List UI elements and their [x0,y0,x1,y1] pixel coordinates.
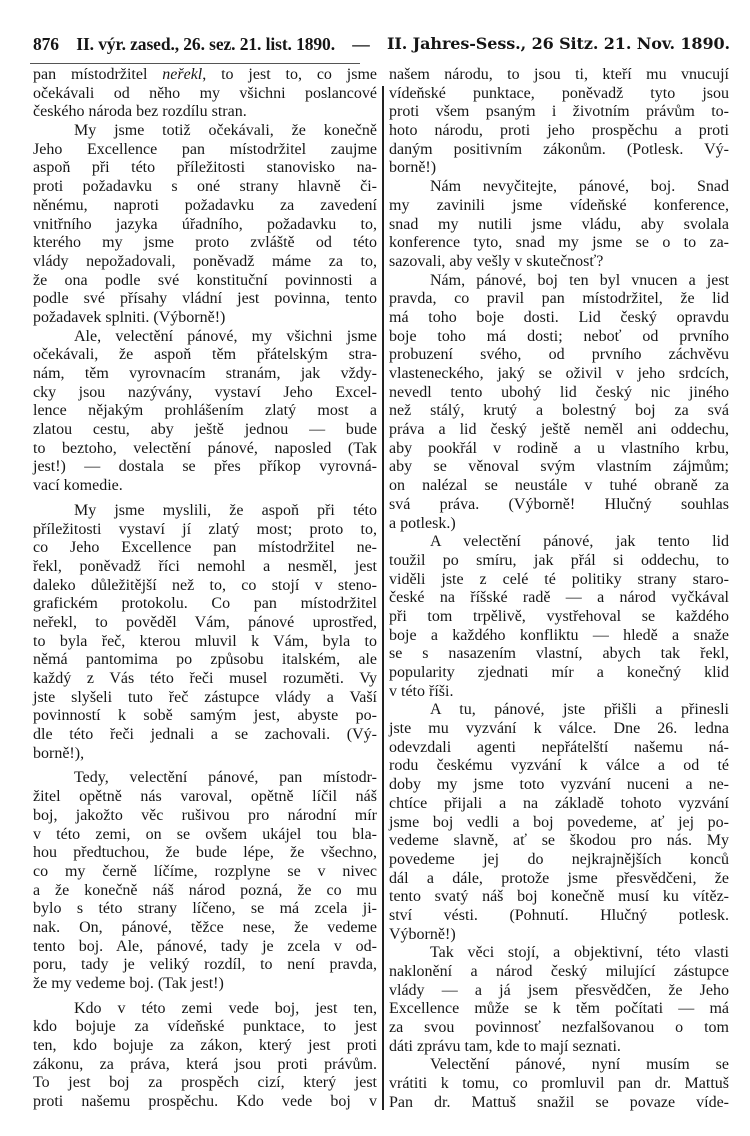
header-rule [30,63,360,64]
text-line: To jest boj za prospěch cizí, který jest [33,1074,377,1092]
text-line: my zavinili jsme vídeňské konference, [389,196,729,214]
text-line: jste slyšeli tuto řeč zástupce vlády a Vaší [33,688,377,706]
text-line: a že konečně náš národ pozná, že co mu [33,881,377,899]
text-line: vedeme slavně, ať se škodou pro nás. My [389,832,729,850]
text-line: lence nějakým prohlášením zlatý most a [33,402,377,420]
running-header [33,34,730,58]
text-line: našem národu, to jsou ti, kteří mu vnucují [389,66,729,83]
text-line: tento boj. Ale, pánové, tady je zcela v od- [33,937,377,955]
text-line: něnému, naproti požadavku za zavedení [33,196,377,214]
text-line: proti požadavku s oné strany hlavně či- [33,178,377,196]
text-line: žitel opětně nás varoval, opětně líčil náš [33,788,377,806]
text-line: nak. On, pánové, těžce nese, že vedeme [33,918,377,936]
text-line: poru, tady je veliký rozdíl, to není pravda, [33,956,377,974]
text-line: on nalézal se neustále v tuhé obraně za [389,477,729,495]
text-line: proti všem psaným i životním právům to- [389,103,729,121]
text-line: My jsme totiž očekávali, že konečně [74,122,377,140]
paragraph [33,122,377,328]
text-line: vlády nepožadovali, poněvadž máme za to, [33,252,377,270]
text-line: doby my jsme toto vyzvání nuceni a ne- [389,776,729,794]
text-line: hou předtuchou, že bude lépe, že všechno, [33,844,377,862]
text-line: neřekl, to pověděl Vám, pánové uprostřed, [33,613,377,631]
paragraph [389,701,729,944]
text-line: každý z Vás této řeči musel rozuměti. Vy [33,670,377,687]
text-line: vací komedie. [33,477,123,495]
paragraph [389,272,729,534]
text-line: vrátiti k tomu, co promluvil pan dr. Mattuš [389,1075,729,1093]
left-column [33,66,377,1112]
text-line: práva a lid český ještě neměl ani oddechu, [389,421,729,439]
header-german: II. Jahres-Sess., 26 Sitz. 21. Nov. 1890. [386,34,730,53]
text-line: povedeme jej do nejkrajnějších konců [389,850,729,868]
text-line: že my vedeme boj. (Tak jest!) [33,975,224,992]
text-line: než stálý, krutý a bolestný boj za svá [389,402,729,420]
text-line: ten, kdo bojuje za zákon, který jest proti [33,1037,377,1055]
text-line: A velectění pánové, jak tento lid [430,533,729,551]
text-line: pravda, co pravil pan místodržitel, že lid [389,290,729,308]
text-line [33,66,377,85]
text-line: příležitosti vystaví jí zlatý most; proto to, [33,520,377,538]
text-line: dáti zprávu tam, kde to mají seznati. [389,1037,621,1055]
text-line: bylo s této strany líčeno, se má zcela ji- [33,900,377,918]
text-line: grafickém protokolu. Co pan místodržitel [33,595,377,613]
text-line: Ale, velectění pánové, my všichni jsme [74,327,377,345]
text-line: jste mu vyzvání k válce. Dne 26. ledna [389,720,729,738]
paragraph [33,328,377,496]
text-line: při tom trpělivě, vystřehoval se každého [389,607,729,625]
text-line: Pan dr. Mattuš snažil se povaze víde- [389,1093,729,1111]
text-line: aspoň při této příležitosti stanovisko na- [33,159,377,177]
paragraph [33,1000,377,1112]
text-line: borně!) [389,159,437,177]
paragraph [389,1056,729,1112]
text-line: cky jsou nazývány, vystaví Jeho Excel- [33,383,377,401]
text-line: se s nasazením vlastní, abych tak řekl, [389,645,729,663]
text-line: jest!) — dostala se přes příkop vyrovná- [33,458,377,476]
text-line: popularity zjednati mír a konečný klid [389,664,729,681]
text-line: to beztoho, velectění pánové, naposled (Tak [33,439,377,457]
text-line: My jsme myslili, že aspoň při této [74,501,377,519]
text-line: Tak věci stojí, a objektivní, této vlasti [430,944,729,962]
italic-emphasis: neřekl [162,66,203,83]
page-number: 876 [33,34,59,54]
text-line: daleko důležitější než to, co stojí v steno- [33,576,377,594]
text-line: Velectění pánové, nyní musím se [430,1056,729,1074]
text-line: českého národa bez rozdílu stran. [33,103,247,121]
text-line: boje toho má dosti; neboť od prvního [389,327,729,345]
paragraph [389,944,729,1056]
text-line: probuzení svého, od prvního záchvěvu [389,346,729,364]
text-line: snad my nutili jsme vládu, aby svolala [389,215,729,233]
text-line: ství vésti. (Pohnutí. Hlučný potlesk. [389,906,729,924]
text-line: chtíce přijali a na základě tohoto vyzvání [389,794,729,812]
text-line: Tedy, velectění pánové, pan místodr- [74,769,377,787]
text-line: Nám, pánové, boj ten byl vnucen a jest [430,271,729,289]
text-line: vlasteneckého, jaký se oživil v jeho srdcích, [389,365,729,382]
text-line: daným positivním zákonům. (Potlesk. Vý- [389,140,729,158]
text-line: dál a dále, protože jsme přesvědčeni, že [389,869,729,887]
text-line: v této zemi, on se ovšem ukájel tou bla- [33,825,377,843]
text-line: kdo bojuje za vídeňské punktace, to jest [33,1018,377,1036]
text-line: podle své přísahy vládní jest povinna, tento [33,290,377,308]
paragraph [33,66,377,122]
text-line: boj, jakožto věc rušivou pro národní mír [33,806,377,824]
paragraph [389,178,729,271]
text-line: jsme boj vedli a boj povedeme, ať jej po- [389,813,729,831]
text-line: konference tyto, snad my jsme se o to za- [389,234,729,252]
text-line: že ona podle své konstituční povinnosti a [33,271,377,289]
text-line: dle této řeči jednali a se zachovali. (Vý- [33,726,377,744]
paragraph [33,502,377,764]
text-line: co Jeho Excellence pan místodržitel ne- [33,539,377,557]
text-line: vídeňské punktace, poněvadž tyto jsou [389,84,729,102]
paragraph [389,66,729,178]
column-divider [382,86,384,1110]
text-line: naklonění a národ český milující zástupce [389,963,729,980]
text-line: a potlesk.) [389,514,456,532]
text-line: Jeho Excellence pan místodržitel zaujme [33,140,377,158]
text-line: vnitřního jazyka úřadního, požadavku to, [33,215,377,233]
paragraph [33,769,377,993]
text-line: viděli jste z celé té politiky strany staro- [389,570,729,588]
text-line: Nám nevyčitejte, pánové, boj. Snad [430,178,729,196]
text-line: kterého my jsme proto zvláště od této [33,234,377,252]
text-line: hoto národu, proti jeho prospěchu a proti [389,122,729,140]
right-column [389,66,729,1113]
header-czech: II. výr. zased., 26. sez. 21. list. 1890. [76,34,335,54]
text-line: Excellence může se k těm počítati — má [389,1000,729,1018]
text-line: to byla řeč, kterou mluvil k Vám, byla to [33,632,377,650]
text-line: svá práva. (Výborně! Hlučný souhlas [389,495,729,513]
text-line: Výborně!) [389,925,456,943]
text-line: němá pantomima po způsobu italském, ale [33,651,377,669]
text-line: odevzdali agenti nepřátelští našemu ná- [389,738,729,756]
text-line: vlády — a já jsem přesvědčen, že Jeho [389,981,729,999]
header-dash: — [352,34,370,54]
text-line: za svou povinnosť nezfalšovanou o tom [389,1019,729,1037]
text-line: Kdo v této zemi vede boj, jest ten, [74,999,377,1017]
text-segment: pan místodržitel [33,66,163,83]
text-segment: , to jest to, co jsme [202,66,377,83]
text-line: v této říši. [389,682,454,700]
text-line: borně!), [33,744,85,762]
text-line: sazovali, aby vešly v skutečnosť? [389,252,604,270]
text-line: co my černě líčíme, rozplyne se v nivec [33,862,377,880]
text-line: nevedl tento ubohý lid český nic jiného [389,383,729,401]
text-line: boje a každého konfliktu — hledě a snaže [389,626,729,644]
text-line: aby pookřál v rodině a u vlastního krbu, [389,439,729,457]
text-line: české na říšské radě — a národ vyčkával [389,589,729,607]
text-line: má toho boje dosti. Lid český opravdu [389,308,729,326]
text-line: zákonu, za práva, která jsou proti právům. [33,1055,377,1073]
text-line: očekávali od něho my všichni poslancové [33,84,377,102]
text-line: toužil po smíru, jak přál si oddechu, to [389,551,729,569]
paragraph [389,533,729,701]
text-line: proti našemu prospěchu. Kdo vede boj v [33,1093,377,1111]
text-line: A tu, pánové, jste přišli a přinesli [430,701,729,719]
text-line: zlatou cestu, aby ještě jednou — bude [33,421,377,439]
text-line: řekl, poněvadž říci nemohl a nesměl, jest [33,557,377,575]
text-line: očekávali, že aspoň těm přátelským stra- [33,346,377,364]
text-line: nám, těm vyrovnacím stranám, jak vždy- [33,365,377,382]
text-line: tento svatý náš boj konečně musí ku vítěz- [389,888,729,906]
text-line: povinností k sobě samým jest, abyste po- [33,707,377,725]
text-line: požadavek splniti. (Výborně!) [33,308,226,326]
text-line: rodu českému vyzvání k válce a od té [389,757,729,775]
text-line: aby se věnoval svým vlastním zájmům; [389,458,729,476]
